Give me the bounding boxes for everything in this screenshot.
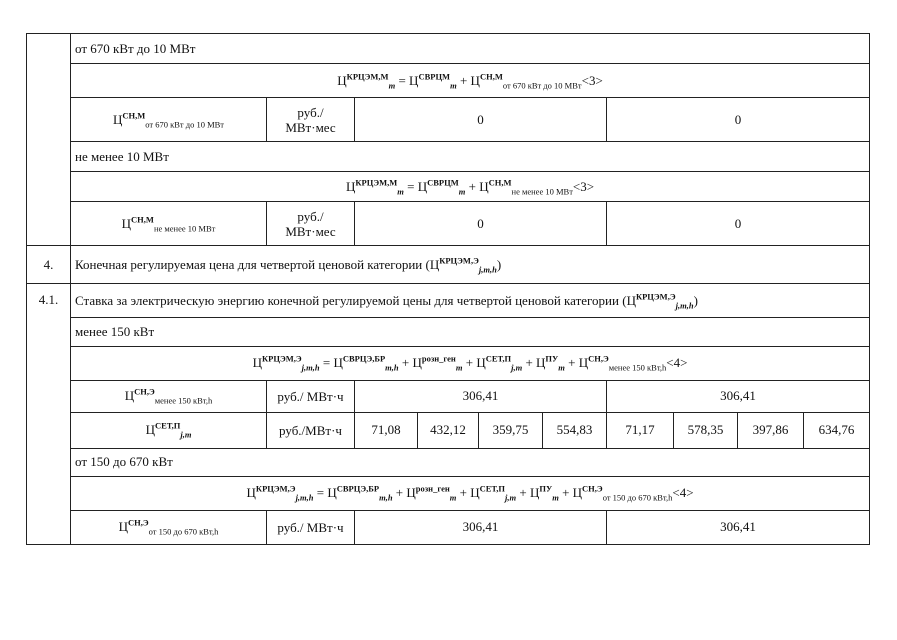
row-number-cell: [27, 34, 71, 246]
tariff-symbol: Ц: [121, 215, 132, 231]
section-heading: Конечная регулируемая цена для четвертой ценовой категории $(Ц^{КРЦЭМ,Э}_{j,m,h})$: [71, 246, 870, 284]
table-row: [27, 412, 870, 448]
section-label: менее 150 кВт: [71, 318, 870, 346]
tariff-symbol: Ц: [145, 422, 155, 438]
tariff-symbol: Ц: [412, 355, 422, 371]
section-label: от 670 кВт до 10 МВт: [71, 34, 870, 64]
formula-cell: $Ц^{КРЦЭМ,М}_m = Ц^{СВРЦМ}_m + Ц^{СН,М}_{не менее 10 МВт}<3>$: [71, 172, 870, 202]
value-cell: 71,17: [607, 412, 674, 448]
unit-cell: руб./ МВт·мес: [267, 98, 355, 142]
unit-cell: руб./МВт·ч: [267, 412, 355, 448]
table-row: [27, 202, 870, 246]
value-cell: 306,41: [355, 510, 607, 544]
tariff-symbol: Ц: [470, 485, 480, 501]
tariff-symbol: Ц: [417, 178, 428, 194]
row-number: 4.1.: [27, 284, 71, 545]
tariff-symbol: Ц: [572, 485, 583, 501]
section-label: от 150 до 670 кВт: [71, 448, 870, 476]
table-row: [27, 318, 870, 346]
section-heading: Ставка за электрическую энергию конечной регулируемой цены для четвертой ценовой категории $(Ц^{КРЦЭМ,Э}_{j,m,h})$: [71, 284, 870, 318]
value-cell: 0: [355, 202, 607, 246]
table-row: [27, 510, 870, 544]
tariff-symbol: Ц: [429, 256, 440, 272]
table-row: [27, 64, 870, 98]
tariff-symbol: Ц: [406, 485, 416, 501]
formula-cell: $Ц^{КРЦЭМ,Э}_{j,m,h} = Ц^{СВРЦЭ,БР}_{m,h} + Ц^{розн\_ген}_m + Ц^{СЕТ,П}_{j,m} + Ц^{ПУ}_m + Ц^{СН,Э}_{менее 150 кВт,h}<4>$: [71, 346, 870, 380]
value-cell: 0: [607, 202, 870, 246]
unit-cell: руб./ МВт·мес: [267, 202, 355, 246]
value-cell: 71,08: [355, 412, 418, 448]
tariff-symbol: Ц: [246, 485, 256, 501]
unit-cell: руб./ МВт·ч: [267, 510, 355, 544]
tariff-table: [26, 33, 870, 545]
value-cell: 306,41: [607, 380, 870, 412]
table-row: [27, 172, 870, 202]
value-cell: 306,41: [355, 380, 607, 412]
tariff-symbol: Ц: [118, 519, 129, 535]
value-cell: 359,75: [479, 412, 543, 448]
value-cell: 0: [355, 98, 607, 142]
table-row: [27, 448, 870, 476]
value-cell: 634,76: [804, 412, 870, 448]
unit-cell: руб./ МВт·ч: [267, 380, 355, 412]
tariff-symbol: Ц: [409, 72, 419, 88]
tariff-symbol: Ц: [333, 355, 343, 371]
value-cell: 554,83: [543, 412, 607, 448]
symbol-cell: $Ц^{СН,Э}_{от 150 до 670 кВт,h}$: [71, 510, 267, 544]
symbol-cell: $Ц^{СН,Э}_{менее 150 кВт,h}$: [71, 380, 267, 412]
formula-cell: $Ц^{КРЦЭМ,М}_m = Ц^{СВРЦМ}_m + Ц^{СН,М}_{от 670 кВт до 10 МВт}<3>$: [71, 64, 870, 98]
table-row: [27, 246, 870, 284]
tariff-symbol: Ц: [112, 111, 123, 127]
table-row: [27, 284, 870, 318]
tariff-symbol: Ц: [470, 72, 480, 88]
row-number: 4.: [27, 246, 71, 284]
value-cell: 0: [607, 98, 870, 142]
value-cell: 432,12: [418, 412, 479, 448]
value-cell: 306,41: [607, 510, 870, 544]
symbol-cell: $Ц^{СН,М}_{не менее 10 МВт}$: [71, 202, 267, 246]
tariff-symbol: Ц: [476, 355, 486, 371]
table-row: [27, 142, 870, 172]
tariff-symbol: Ц: [124, 388, 135, 404]
tariff-symbol: Ц: [578, 355, 589, 371]
table-row: [27, 346, 870, 380]
value-cell: 397,86: [738, 412, 804, 448]
tariff-symbol: Ц: [536, 355, 546, 371]
tariff-symbol: Ц: [252, 355, 262, 371]
table-row: [27, 476, 870, 510]
formula-cell: $Ц^{КРЦЭМ,Э}_{j,m,h} = Ц^{СВРЦЭ,БР}_{m,h} + Ц^{розн\_ген}_m + Ц^{СЕТ,П}_{j,m} + Ц^{ПУ}_m + Ц^{СН,Э}_{от 150 до 670 кВт,h}<4>$: [71, 476, 870, 510]
table-row: [27, 34, 870, 64]
symbol-cell: $Ц^{СН,М}_{от 670 кВт до 10 МВт}$: [71, 98, 267, 142]
table-row: [27, 98, 870, 142]
tariff-symbol: Ц: [327, 485, 337, 501]
tariff-symbol: Ц: [345, 178, 356, 194]
value-cell: 578,35: [674, 412, 738, 448]
tariff-symbol: Ц: [337, 72, 347, 88]
tariff-symbol: Ц: [626, 292, 636, 308]
tariff-symbol: Ц: [529, 485, 540, 501]
tariff-symbol: Ц: [479, 178, 489, 194]
table-row: [27, 380, 870, 412]
symbol-cell: $Ц^{СЕТ,П}_{j,m}$: [71, 412, 267, 448]
section-label: не менее 10 МВт: [71, 142, 870, 172]
